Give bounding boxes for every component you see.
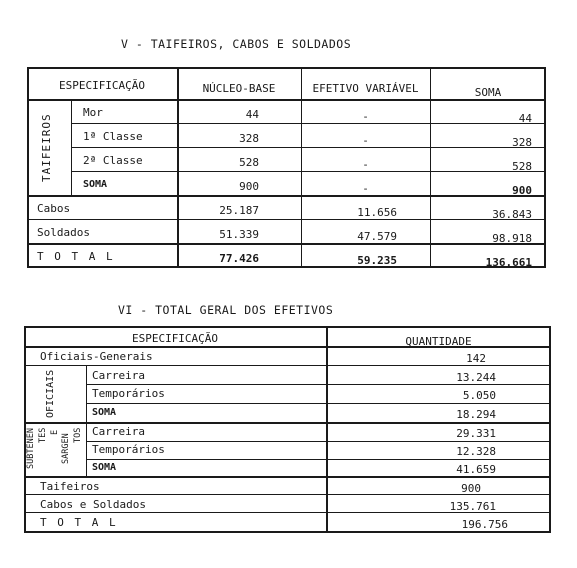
header-nucleo-base: NÚCLEO-BASE bbox=[202, 82, 276, 95]
row-label-soma: SOMA bbox=[92, 407, 117, 418]
cell-quantidade: 142 bbox=[466, 352, 486, 365]
cell-soma: 328 bbox=[512, 136, 532, 149]
header-especificacao: ESPECIFICAÇÃO bbox=[58, 79, 146, 92]
cell-efetivo: 47.579 bbox=[357, 230, 397, 243]
cell-nucleo: 44 bbox=[245, 108, 259, 121]
cell-efetivo: - bbox=[362, 182, 369, 195]
group-label-e: E bbox=[50, 429, 60, 435]
row-separator bbox=[86, 441, 551, 442]
header-efetivo-variavel: EFETIVO VARIÁVEL bbox=[312, 82, 419, 95]
cell-efetivo: - bbox=[362, 110, 369, 123]
cell-soma: 44 bbox=[518, 112, 532, 125]
row-label-cabos: Cabos bbox=[37, 202, 71, 215]
row-label-total: T O T A L bbox=[40, 516, 118, 529]
cell-quantidade: 41.659 bbox=[456, 463, 496, 476]
cell-soma: 98.918 bbox=[492, 232, 532, 245]
header-separator bbox=[27, 99, 546, 101]
header-especificacao: ESPECIFICAÇÃO bbox=[131, 332, 219, 345]
row-label-taifeiros: Taifeiros bbox=[40, 480, 100, 493]
group-label-oficiais: OFICIAIS bbox=[45, 369, 56, 419]
group-label-taifeiros: TAIFEIROS bbox=[40, 113, 53, 183]
group-label-subtenentes-2: TES bbox=[38, 427, 48, 443]
row-label: Mor bbox=[83, 106, 103, 119]
table-taifeiros-cabos-soldados bbox=[27, 67, 546, 268]
group-divider bbox=[86, 365, 87, 422]
table-total-geral-efetivos bbox=[24, 326, 551, 533]
cell-nucleo: 528 bbox=[239, 156, 259, 169]
row-separator bbox=[24, 365, 551, 366]
cell-nucleo: 51.339 bbox=[219, 228, 259, 241]
group-label-subtenentes: SUBTENEN bbox=[26, 428, 36, 470]
row-separator bbox=[86, 403, 551, 404]
row-label: Carreira bbox=[92, 369, 145, 382]
header-quantidade: QUANTIDADE bbox=[405, 335, 472, 348]
row-label-soma: SOMA bbox=[83, 179, 108, 190]
cell-quantidade: 135.761 bbox=[449, 500, 496, 513]
cell-quantidade: 5.050 bbox=[462, 389, 496, 402]
row-label-soldados: Soldados bbox=[37, 226, 90, 239]
cell-nucleo: 25.187 bbox=[219, 204, 259, 217]
row-label: Temporários bbox=[92, 387, 165, 400]
row-label-oficiais-generais: Oficiais-Generais bbox=[40, 350, 153, 363]
cell-nucleo: 328 bbox=[239, 132, 259, 145]
row-label: Temporários bbox=[92, 443, 165, 456]
cell-soma: 900 bbox=[512, 184, 532, 197]
row-separator bbox=[24, 422, 551, 424]
cell-soma: 36.843 bbox=[492, 208, 532, 221]
row-label-soma: SOMA bbox=[92, 462, 117, 473]
section-6-title: VI - TOTAL GERAL DOS EFETIVOS bbox=[118, 303, 334, 317]
row-label: 2ª Classe bbox=[83, 154, 143, 167]
group-label-sargentos-2: TOS bbox=[73, 427, 83, 443]
row-separator bbox=[86, 459, 551, 460]
cell-efetivo-total: 59.235 bbox=[357, 254, 397, 267]
cell-quantidade: 12.328 bbox=[456, 445, 496, 458]
cell-quantidade: 900 bbox=[461, 482, 481, 495]
cell-quantidade: 29.331 bbox=[456, 427, 496, 440]
cell-efetivo: - bbox=[362, 134, 369, 147]
cell-quantidade: 18.294 bbox=[456, 408, 496, 421]
cell-soma-total: 136.661 bbox=[485, 256, 532, 269]
group-label-sargentos: SARGEN bbox=[61, 433, 71, 465]
cell-efetivo: 11.656 bbox=[357, 206, 397, 219]
cell-quantidade-total: 196.756 bbox=[461, 518, 508, 531]
row-label: 1ª Classe bbox=[83, 130, 143, 143]
group-divider bbox=[86, 422, 87, 476]
row-label: Carreira bbox=[92, 425, 145, 438]
row-separator bbox=[24, 476, 551, 478]
cell-efetivo: - bbox=[362, 158, 369, 171]
row-separator bbox=[86, 384, 551, 385]
row-label-total: T O T A L bbox=[37, 250, 115, 263]
header-soma: SOMA bbox=[474, 86, 502, 99]
row-label-cabos-soldados: Cabos e Soldados bbox=[40, 498, 146, 511]
cell-quantidade: 13.244 bbox=[456, 371, 496, 384]
cell-soma: 528 bbox=[512, 160, 532, 173]
group-divider bbox=[71, 100, 72, 196]
cell-nucleo-total: 77.426 bbox=[219, 252, 259, 265]
section-5-title: V - TAIFEIROS, CABOS E SOLDADOS bbox=[121, 37, 352, 51]
cell-nucleo: 900 bbox=[239, 180, 259, 193]
